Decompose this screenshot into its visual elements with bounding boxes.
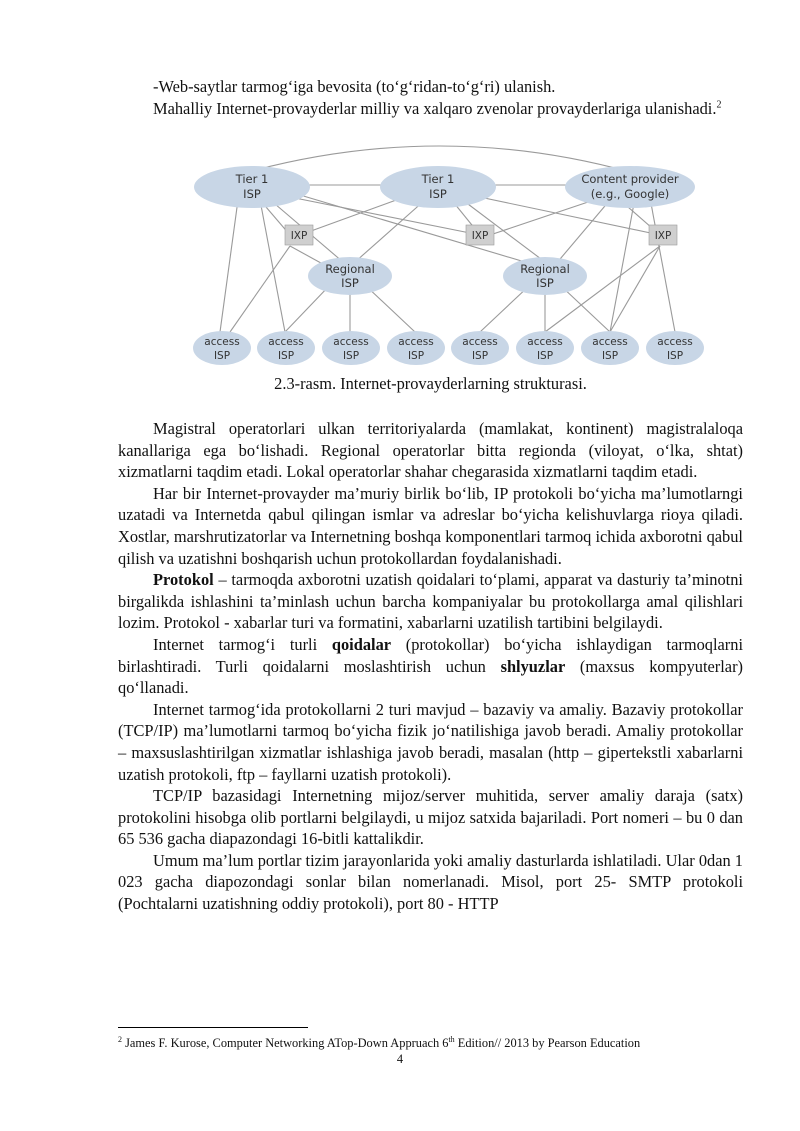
ixp-node-center (466, 225, 494, 245)
svg-text:Tier 1: Tier 1 (421, 172, 455, 186)
access-isp-node (581, 331, 639, 365)
content-provider-node (565, 166, 695, 208)
svg-text:access: access (592, 336, 628, 348)
figure-caption: 2.3-rasm. Internet-provayderlarning strukturasi. (274, 374, 587, 393)
paragraph-protocol-types: Internet tarmog‘ida protokollarni 2 turi mavjud – bazaviy va amaliy. Bazaviy protokollar (TCP/IP) ma’lumotlarni tarmoq bo‘yicha fizik jo‘natilishiga javob beradi. Amaliy protokollar – maxsuslashtirilgan xizmatlar ishlashiga javob beradi, masalan (http – gipertekstli xabarlarni uzatish protokoli, ftp – fayllarni uzatish protokoli). (118, 699, 743, 784)
ixp-node-right (649, 225, 677, 245)
regional-isp-node-left (308, 257, 392, 295)
access-isp-node (387, 331, 445, 365)
term-protokol: Protokol (153, 570, 214, 590)
tier1-isp-node-a (194, 166, 310, 208)
svg-text:access: access (527, 336, 563, 348)
access-isp-node (193, 331, 251, 365)
svg-text:ISP: ISP (341, 276, 359, 290)
svg-text:ISP: ISP (536, 350, 554, 362)
paragraph-isp-admin: Har bir Internet-provayder ma’muriy birlik bo‘lib, IP protokoli bo‘yicha ma’lumotlarngi uzatadi va Internetda qabul qilingan ismlar va adreslar bo‘yicha kelishuvlarga rioya qiladi. Xostlar, marshrutizatorlar va Internetning boshqa komponentlari tarmoq ichida axborotni qabul qilish va uzatishni boshqarish uchun protokollardan foydalanishadi. (118, 483, 743, 568)
access-isp-node (322, 331, 380, 365)
svg-text:ISP: ISP (601, 350, 619, 362)
svg-text:ISP: ISP (471, 350, 489, 362)
diagram-svg (190, 140, 710, 370)
ixp-node-left (285, 225, 313, 245)
svg-text:IXP: IXP (290, 230, 308, 242)
svg-text:ISP: ISP (213, 350, 231, 362)
svg-text:access: access (204, 336, 240, 348)
paragraph-rules-gateways: Internet tarmog‘i turli qoidalar (protokollar) bo‘yicha ishlaydigan tarmoqlarni birlashtiradi. Turli qoidalarni moslashtirish uchun shlyuzlar (maxsus kompyuterlar) qo‘llanadi. (118, 634, 743, 698)
svg-text:ISP: ISP (536, 276, 554, 290)
footnote-divider (118, 1027, 308, 1028)
footnote: $^2$ James F. Kurose, Computer Networking ATop-Down Appruach 6th Edition// 2013 by Pearson Education (118, 1034, 641, 1050)
svg-text:IXP: IXP (654, 230, 672, 242)
paragraph-protocol-definition: Protokol – tarmoqda axborotni uzatish qoidalari to‘plami, apparat va dasturiy ta’minotni birgalikda ishlashini ta’minlash uchun barcha kompaniyalar bu protokollarga amal qilishlari lozim. Protokol - xabarlar turi va formatini, xabarlarni uzatilish tartibini belgilaydi. (118, 570, 743, 633)
svg-text:ISP: ISP (429, 187, 447, 201)
svg-text:ISP: ISP (243, 187, 261, 201)
svg-text:Regional: Regional (520, 262, 570, 276)
svg-text:(e.g., Google): (e.g., Google) (590, 187, 670, 201)
regional-isp-node-right (503, 257, 587, 295)
svg-text:ISP: ISP (666, 350, 684, 362)
access-isp-node (257, 331, 315, 365)
access-isp-node (646, 331, 704, 365)
svg-text:ISP: ISP (342, 350, 360, 362)
intro-line-1: -Web-saytlar tarmog‘iga bevosita (to‘g‘ridan-to‘g‘ri) ulanish. (153, 77, 556, 96)
isp-structure-diagram (190, 140, 710, 370)
svg-text:ISP: ISP (407, 350, 425, 362)
svg-text:Tier 1: Tier 1 (235, 172, 269, 186)
svg-text:access: access (657, 336, 693, 348)
intro-block (118, 76, 743, 119)
svg-text:Regional: Regional (325, 262, 375, 276)
svg-text:access: access (268, 336, 304, 348)
svg-text:IXP: IXP (471, 230, 489, 242)
svg-text:ISP: ISP (277, 350, 295, 362)
svg-text:access: access (462, 336, 498, 348)
paragraph-tcpip-ports: TCP/IP bazasidagi Internetning mijoz/server muhitida, server amaliy daraja (satx) protokolini hisobga olib portlarni belgilaydi, u mijoz satxida bajariladi. Port nomeri – bu 0 dan 65 536 gacha diapazondagi 16-bitli kattalikdir. (118, 786, 743, 849)
svg-text:Content provider: Content provider (581, 172, 679, 186)
footnote-ref: 2 (716, 99, 722, 111)
paragraph-well-known-ports: Umum ma’lum portlar tizim jarayonlarida yoki amaliy dasturlarda ishlatiladi. Ular 0dan 1 023 gacha diapozondagi sonlar bilan nomerlanadi. Misol, port 25- SMTP protokoli (Pochtalarni uzatishning oddiy protokoli), port 80 - HTTP (118, 850, 743, 914)
intro-line-2: Mahalliy Internet-provayderlar milliy va xalqaro zvenolar provayderlariga ulanishadi.$^2$ (153, 98, 722, 118)
svg-text:access: access (398, 336, 434, 348)
term-shlyuzlar: shlyuzlar (500, 656, 566, 676)
term-qoidalar: qoidalar (331, 634, 392, 654)
access-isp-node (516, 331, 574, 365)
access-isp-node (451, 331, 509, 365)
body-text (118, 418, 743, 915)
page-number: 4 (396, 1052, 404, 1066)
svg-text:access: access (333, 336, 369, 348)
tier1-isp-node-b (380, 166, 496, 208)
paragraph-backbone-operators: Magistral operatorlari ulkan territoriyalarda (mamlakat, kontinent) magistralaloqa kanallariga ega bo‘lishadi. Regional operatorlar bitta regionda (viloyat, o‘lka, shtat) xizmatlarni taqdim etadi. Lokal operatorlar shahar chegarasida xizmatlarni taqdim etadi. (118, 419, 743, 482)
